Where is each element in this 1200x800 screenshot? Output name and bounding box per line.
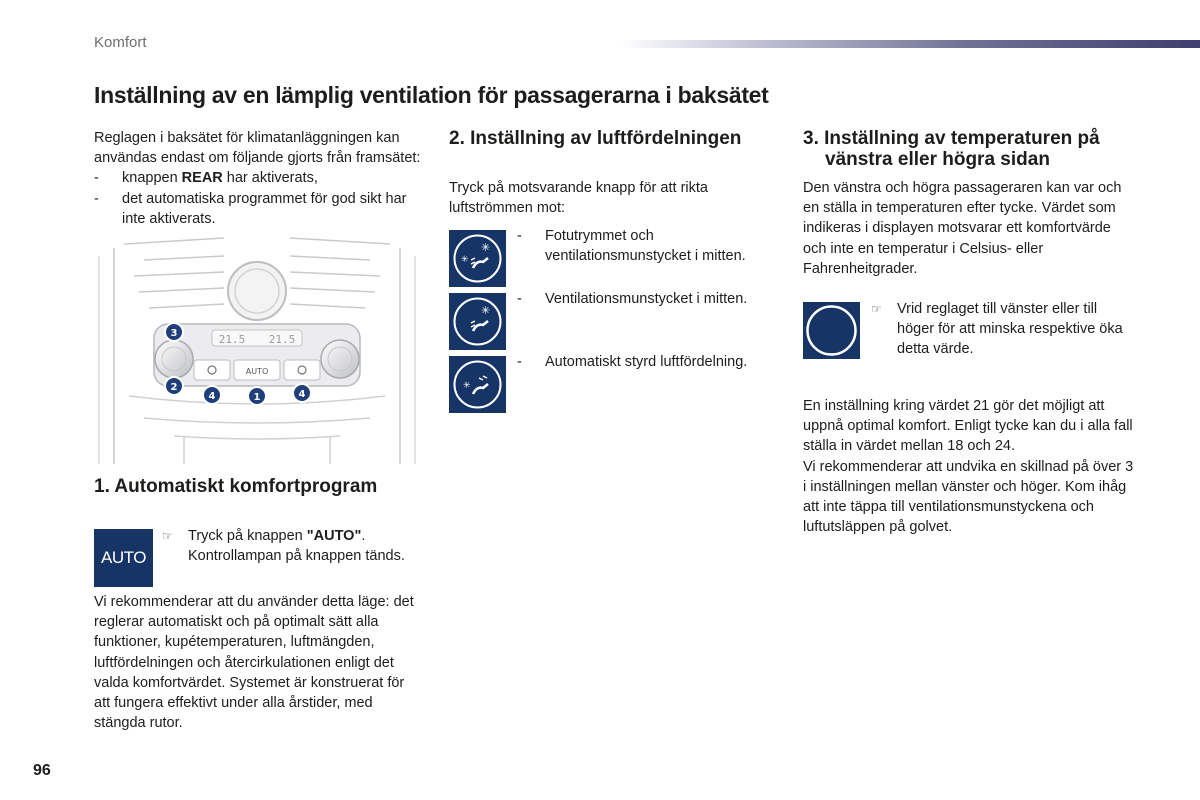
left-knob <box>155 340 193 378</box>
distribution-option-2-text: Ventilationsmunstycket i mitten. <box>545 291 748 307</box>
svg-text:✳: ✳ <box>481 304 491 317</box>
section1-paragraph: Vi rekommenderar att du använder detta läge: det reglerar automatiskt och på optimalt sätt alla funktioner, kupétemperaturen, luftmängden, luftfördelningen och återcirkulationen enligt det valda komfortvärdet. Systemet är konstruerat för att fungera effektivt under alla årstider, med stängda rutor. <box>94 594 414 732</box>
dash-marker: - <box>94 170 99 187</box>
auto-button-label: AUTO <box>101 548 146 567</box>
intro-item-visibility <box>94 189 424 229</box>
auto-instruction-prefix: Tryck på knappen <box>188 528 307 544</box>
temperature-instruction <box>871 299 1131 360</box>
rear-control-panel-illustration <box>94 236 420 466</box>
page-number: 96 <box>33 762 51 779</box>
distribution-option-1 <box>517 226 767 266</box>
distribution-option-2 <box>517 289 767 309</box>
section3-heading-line2: vänstra eller högra sidan <box>825 149 1050 170</box>
auto-button-icon <box>94 529 153 587</box>
distribution-option-1-item <box>517 226 767 266</box>
section3-paragraph-1: En inställning kring värdet 21 gör det möjligt att uppnå optimal komfort. Enligt tycke kan du i alla fall ställa in värdet mellan 18 och 24. <box>803 398 1133 455</box>
section3-heading <box>803 128 1143 170</box>
distribution-option-3-text: Automatiskt styrd luftfördelning. <box>545 354 748 370</box>
svg-text:4: 4 <box>298 389 306 400</box>
callout-2 <box>165 377 183 395</box>
footwell-and-vent-icon <box>449 230 506 287</box>
section3-paragraphs <box>803 396 1138 537</box>
right-knob <box>321 340 359 378</box>
auto-instruction-item <box>162 526 422 566</box>
section2-heading: 2. Inställning av luftfördelningen <box>449 128 742 149</box>
center-vent-icon <box>449 293 506 350</box>
callout-3 <box>165 323 183 341</box>
svg-text:2: 2 <box>170 382 178 393</box>
svg-text:3: 3 <box>170 328 178 339</box>
distribution-option-3-item <box>517 352 767 372</box>
callout-4-right <box>293 384 311 402</box>
section1-heading: 1. Automatiskt komfortprogram <box>94 476 378 497</box>
svg-text:4: 4 <box>208 391 216 402</box>
dash-marker: - <box>517 228 522 244</box>
intro-item-rear <box>94 168 424 188</box>
rear-label: REAR <box>181 170 223 187</box>
pointing-hand-icon: ☞ <box>871 302 882 316</box>
dash-marker: - <box>94 190 99 207</box>
svg-text:✳: ✳ <box>463 381 471 391</box>
intro-item-suffix: har aktiverats, <box>222 170 318 187</box>
section3-paragraph-2: Vi rekommenderar att undvika en skillnad på över 3 i inställningen mellan vänster och höger. Kom ihåg att inte täppa till ventilationsmunstyckena och luftutsläppen på golvet. <box>803 458 1134 536</box>
display-right: 21.5 <box>268 333 296 346</box>
display-left: 21.5 <box>218 333 246 346</box>
distribution-option-2-item <box>517 289 767 309</box>
svg-text:1: 1 <box>253 392 261 403</box>
auto-instruction <box>162 526 422 566</box>
temperature-instruction-text: Vrid reglaget till vänster eller till höger för att minska respektive öka detta värde. <box>897 301 1123 358</box>
section-label: Komfort <box>94 34 147 51</box>
panel-auto-label: AUTO <box>245 367 269 376</box>
callout-1 <box>248 387 266 405</box>
section3-heading-line1: 3. Inställning av temperaturen på <box>803 128 1100 149</box>
temperature-instruction-item <box>871 299 1131 360</box>
section2-intro: Tryck på motsvarande knapp för att rikta luftströmmen mot: <box>449 180 708 217</box>
dash-marker: - <box>517 354 522 370</box>
intro-block <box>94 128 424 229</box>
distribution-option-3 <box>517 352 767 372</box>
temperature-knob-icon <box>803 302 860 359</box>
auto-instruction-line2: Kontrollampan på knappen tänds. <box>188 548 405 565</box>
callout-4-left <box>203 386 221 404</box>
intro-text: Reglagen i baksätet för klimatanläggningen kan användas endast om följande gjorts från framsätet: <box>94 130 421 167</box>
intro-item-text: det automatiska programmet för god sikt har inte aktiverats. <box>122 190 407 227</box>
auto-instruction-bold: "AUTO" <box>306 528 362 544</box>
auto-instruction-suffix: . <box>361 528 366 544</box>
distribution-option-1-text: Fotutrymmet och ventilationsmunstycket i mitten. <box>545 228 746 265</box>
svg-text:✳: ✳ <box>461 255 469 265</box>
auto-distribution-icon <box>449 356 506 413</box>
section3-intro: Den vänstra och högra passageraren kan var och en ställa in temperaturen efter tycke. Värdet som indikeras i displayen motsvarar ett komfortvärde och inte en temperatur i Celsius- eller Fahrenheitgrader. <box>803 180 1122 277</box>
intro-item-prefix: knappen <box>122 170 182 187</box>
header-bar <box>620 40 1200 48</box>
svg-text:✳: ✳ <box>481 241 491 254</box>
page-title: Inställning av en lämplig ventilation för passagerarna i baksätet <box>94 82 769 108</box>
pointing-hand-icon: ☞ <box>162 529 173 543</box>
central-dial <box>228 262 286 320</box>
dash-marker: - <box>517 291 522 307</box>
